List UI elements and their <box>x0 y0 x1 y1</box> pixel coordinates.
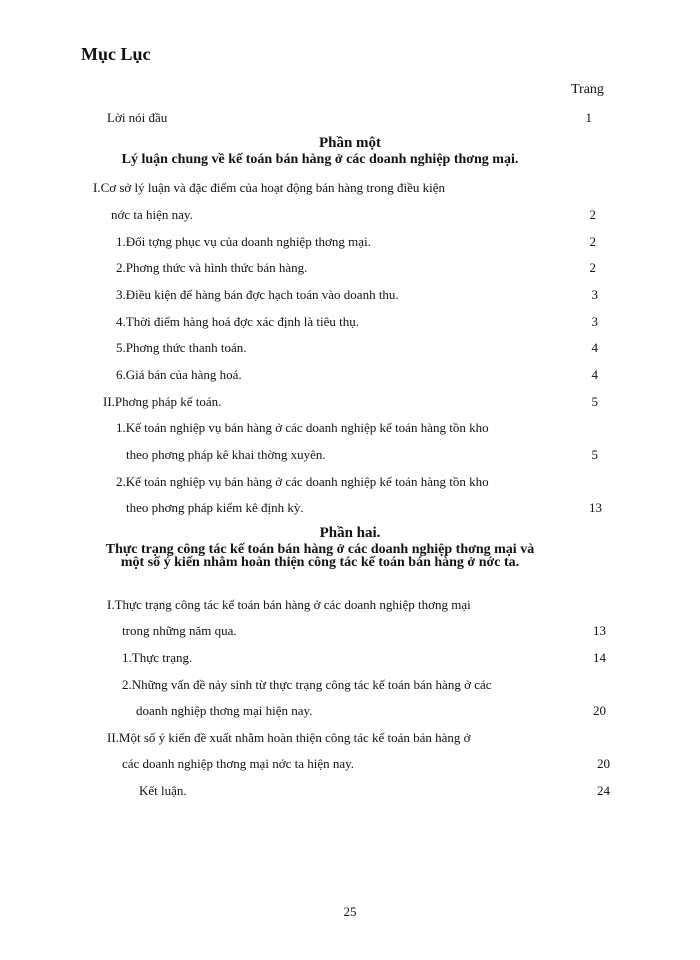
toc-entry-text: Lời nói đầu <box>107 110 168 125</box>
toc-entry-text: các doanh nghiệp thơng mại nớc ta hiện nay. <box>122 756 355 771</box>
toc-entry-page: 14 <box>593 650 606 665</box>
toc-entry-text: theo phơng pháp kiểm kê định kỳ. <box>126 500 304 515</box>
part-heading: Phần một <box>318 135 382 151</box>
toc-entry-text: Kết luận. <box>139 783 187 798</box>
toc-entry-page: 13 <box>593 623 606 638</box>
toc-entry-text: I.Thực trạng công tác kế toán bán hàng ở các doanh nghiệp thơng mại <box>107 597 471 612</box>
toc-entry-text: 2.Những vấn đề nảy sinh từ thực trạng công tác kế toán bán hàng ở các <box>122 677 492 692</box>
toc-entry-text: trong những năm qua. <box>122 623 237 638</box>
toc-entry-text: nớc ta hiện nay. <box>111 207 193 222</box>
toc-entry-text: 4.Thời điểm hàng hoá đợc xác định là tiêu thụ. <box>116 314 359 329</box>
toc-entry-text: 3.Điều kiện để hàng bán đợc hạch toán vào doanh thu. <box>116 287 399 302</box>
toc-entry-page: 4 <box>591 340 598 355</box>
toc-entry-text: 2.Phơng thức và hình thức bán hàng. <box>116 260 308 275</box>
toc-entry-text: 2.Kế toán nghiệp vụ bán hàng ở các doanh nghiệp kế toán hàng tồn kho <box>116 474 489 489</box>
toc-entry-page: 2 <box>589 234 596 249</box>
page-column-header: Trang <box>571 82 604 97</box>
toc-entry-page: 13 <box>589 500 602 515</box>
toc-entry-text: theo phơng pháp kê khai thờng xuyên. <box>126 447 326 462</box>
toc-entry-page: 1 <box>585 110 592 125</box>
toc-entry-text: II.Một số ý kiến đề xuất nhằm hoàn thiện công tác kế toán bán hàng ở <box>107 730 471 745</box>
toc-entry-page: 4 <box>591 367 598 382</box>
toc-entry-page: 5 <box>591 394 598 409</box>
toc-entry-text: 1.Đối tợng phục vụ của doanh nghiệp thơng mại. <box>116 234 371 249</box>
part-subtitle <box>0 153 640 166</box>
toc-entry-page: 3 <box>591 287 598 302</box>
toc-entry-page: 2 <box>589 207 596 222</box>
part-subtitle-text: Lý luận chung về kế toán bán hàng ở các doanh nghiệp thơng mại. <box>121 152 519 167</box>
page-number: 25 <box>343 904 357 919</box>
toc-entry-page: 20 <box>597 756 610 771</box>
toc-entry-page: 20 <box>593 703 606 718</box>
toc-entry-page: 5 <box>591 447 598 462</box>
toc-entry-text: II.Phơng pháp kế toán. <box>103 394 222 409</box>
toc-entry-text: I.Cơ sở lý luận và đặc điểm của hoạt động bán hàng trong điều kiện <box>93 180 446 195</box>
part-subtitle <box>0 543 640 569</box>
toc-entry-page: 2 <box>589 260 596 275</box>
toc-entry-text: 6.Giá bán của hàng hoá. <box>116 367 242 382</box>
toc-title: Mục Lục <box>81 44 151 64</box>
part-heading: Phần hai. <box>319 525 381 541</box>
toc-entry-page: 24 <box>597 783 610 798</box>
toc-entry-text: 1.Kế toán nghiệp vụ bán hàng ở các doanh nghiệp kế toán hàng tồn kho <box>116 420 489 435</box>
toc-entry-text: doanh nghiệp thơng mại hiện nay. <box>136 703 313 718</box>
part-subtitle-text: Thực trạng công tác kế toán bán hàng ở các doanh nghiệp thơng mại và một số ý kiến nhằm hoàn thiện công tác kế toán bán hàng ở nớc ta. <box>105 542 535 570</box>
toc-entry-page: 3 <box>591 314 598 329</box>
toc-entry-text: 1.Thực trạng. <box>122 650 193 665</box>
toc-entry-text: 5.Phơng thức thanh toán. <box>116 340 247 355</box>
